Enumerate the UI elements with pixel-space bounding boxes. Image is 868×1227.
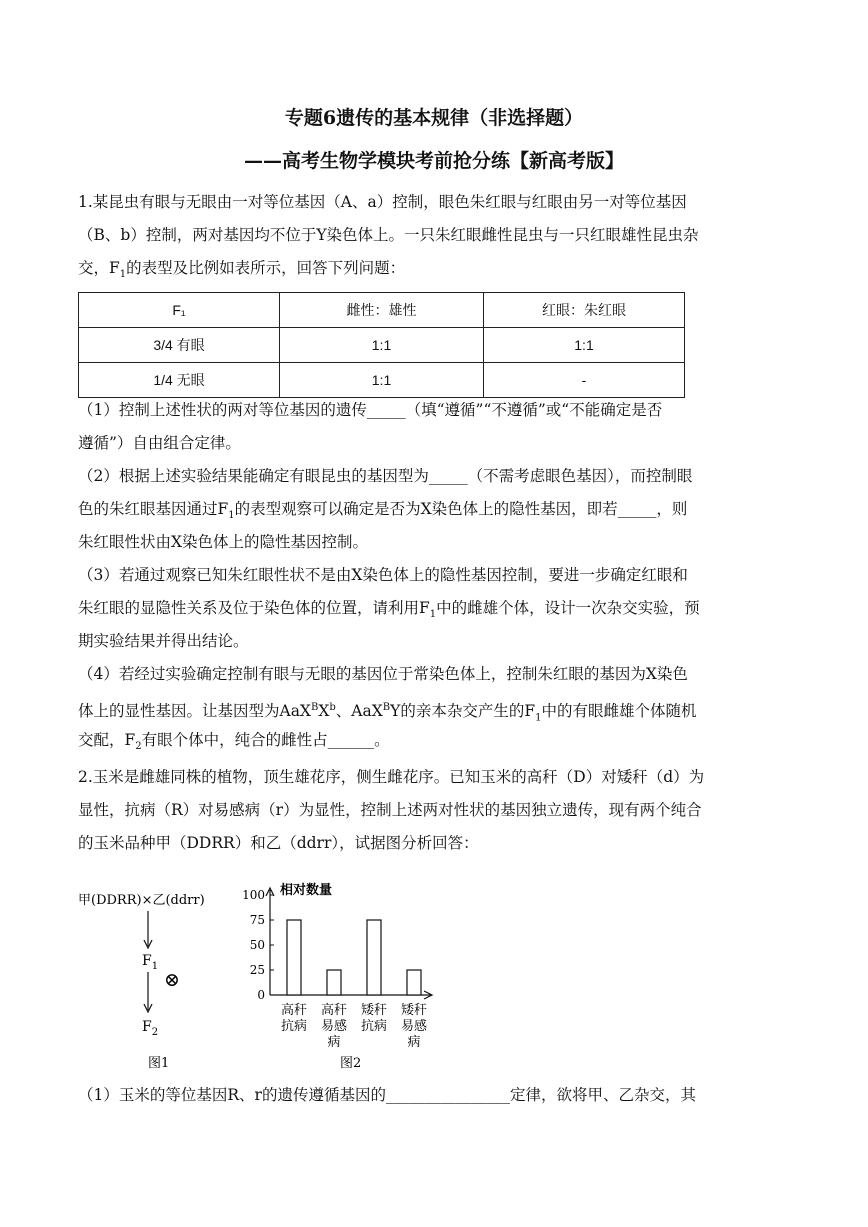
figure-1-caption: 图1 <box>148 1056 170 1071</box>
q1-s4-text: 、AaX <box>335 702 383 721</box>
document-subtitle: ——高考生物学模块考前抢分练【新高考版】 <box>243 150 624 172</box>
bar <box>327 970 341 995</box>
q1-s4-text: 有眼个体中，纯合的雌性占______。 <box>141 731 390 749</box>
q1-s3-line-2-a: 朱红眼的显隐性关系及位于染色体的位置，请利用F <box>78 599 430 617</box>
x-tick-label: 病 <box>407 1035 421 1050</box>
cross-label: 甲(DDRR)×乙(ddrr) <box>78 893 205 908</box>
q1-s4-text: 中的有眼雌雄个体随机 <box>541 702 697 721</box>
self-cross-symbol: ⊗ <box>164 969 180 991</box>
q1-s3-sub: 1 <box>429 609 437 621</box>
f1-label <box>142 953 158 972</box>
q1-s3-line-2-b: 中的雌雄个体，设计一次杂交实验，预 <box>436 599 700 617</box>
y-tick-label: 0 <box>257 988 265 1002</box>
x-tick-label: 矮秆 <box>400 1003 428 1018</box>
document-title: 专题6遗传的基本规律（非选择题） <box>284 107 584 129</box>
table-header-cell: 雌性：雄性 <box>280 293 484 328</box>
q1-s4-line-2 <box>78 691 790 724</box>
q1-s4-line-1: （4）若经过实验确定控制有眼与无眼的基因位于常染色体上，控制朱红眼的基因为X染色 <box>78 665 688 683</box>
q1-s4-sup: B <box>382 702 391 713</box>
q1-s1-line-2: 遵循”）自由组合定律。 <box>78 434 241 452</box>
x-tick-label: 抗病 <box>280 1019 308 1034</box>
q1-s4-text: 交配，F <box>78 731 136 749</box>
question-2-intro <box>78 761 790 860</box>
x-tick-label: 病 <box>327 1035 341 1050</box>
q1-s3-line-2 <box>78 592 790 625</box>
x-tick-label: 抗病 <box>360 1019 388 1034</box>
y-axis-label: 相对数量 <box>280 883 333 898</box>
q1-s4-sup: b <box>329 702 336 713</box>
q1-line-3 <box>78 252 790 285</box>
q1-s3-line-3: 期实验结果并得出结论。 <box>78 632 249 650</box>
question-1-intro <box>78 186 790 285</box>
q1-line-2: （B、b）控制，两对基因均不位于Y染色体上。一只朱红眼雌性昆虫与一只红眼雄性昆虫杂 <box>78 226 699 244</box>
q1-subquestions <box>78 394 790 757</box>
q2-line-1: 2.玉米是雌雄同株的植物，顶生雄花序，侧生雌花序。已知玉米的高秆（D）对矮秆（d）为 <box>78 768 705 786</box>
q2-s1-line: （1）玉米的等位基因R、r的遗传遵循基因的________________定律，欲将甲、乙杂交，其 <box>78 1086 696 1104</box>
q1-s4-text: X <box>318 702 330 721</box>
table-header-cell: 红眼：朱红眼 <box>484 293 685 328</box>
q1-line-3-b: 的表型及比例如表所示，回答下列问题： <box>126 259 406 277</box>
y-tick-label: 75 <box>249 913 265 927</box>
figure-2-bar-chart <box>242 882 432 1071</box>
table-header-cell: F₁ <box>79 293 280 328</box>
q1-s4-sup: B <box>310 702 319 713</box>
table-cell: 1:1 <box>280 328 484 363</box>
q2-line-3: 的玉米品种甲（DDRR）和乙（ddrr），试据图分析回答： <box>78 834 479 852</box>
x-tick-label: 矮秆 <box>360 1003 388 1018</box>
q1-s2-line-3: 朱红眼性状由X染色体上的隐性基因控制。 <box>78 533 369 551</box>
y-tick-label: 25 <box>249 963 265 977</box>
f2-label <box>142 1019 158 1038</box>
table-cell: 1:1 <box>280 363 484 398</box>
q1-s4-sub: 1 <box>535 712 542 724</box>
table-cell: 1:1 <box>484 328 685 363</box>
table-cell: - <box>484 363 685 398</box>
figure-1-cross-diagram <box>78 893 205 1071</box>
q1-s2-sub: 1 <box>228 510 235 522</box>
figure-2-caption: 图2 <box>340 1056 362 1071</box>
y-tick-label: 100 <box>242 888 265 902</box>
f1-text: F <box>142 953 152 969</box>
table-cell: 3/4 有眼 <box>79 328 280 363</box>
x-tick-label: 高秆 <box>320 1003 348 1018</box>
q1-s2-line-2 <box>78 493 790 526</box>
table-row <box>79 328 685 363</box>
q2-subquestion-1 <box>78 1079 790 1112</box>
q1-s4-text: 体上的显性基因。让基因型为AaX <box>78 702 311 721</box>
table-row <box>79 363 685 398</box>
q1-s4-sub: 2 <box>135 741 142 753</box>
q2-line-2: 显性，抗病（R）对易感病（r）为显性，控制上述两对性状的基因独立遗传，现有两个纯合 <box>78 801 702 819</box>
q1-s4-text: Y的亲本杂交产生的F <box>390 702 536 721</box>
q1-s1-line-1: （1）控制上述性状的两对等位基因的遗传_____（填“遵循”“不遵循”或“不能确定是否 <box>78 401 663 419</box>
f2-text: F <box>142 1019 152 1035</box>
y-tick-label: 50 <box>249 938 265 952</box>
q1-line-3-a: 交，F <box>78 259 120 277</box>
f1-phenotype-table <box>78 292 685 398</box>
q1-s4-line-3 <box>78 724 790 757</box>
table-header-row <box>79 293 685 328</box>
bar <box>367 920 381 995</box>
q1-line-1: 1.某昆虫有眼与无眼由一对等位基因（A、a）控制，眼色朱红眼与红眼由另一对等位基因 <box>78 193 687 211</box>
x-tick-label: 易感 <box>320 1019 348 1034</box>
f2-sub: 2 <box>151 1027 159 1038</box>
q1-line-3-sub: 1 <box>119 269 127 281</box>
q1-s2-line-2-a: 色的朱红眼基因通过F <box>78 500 229 518</box>
q1-s2-line-1: （2）根据上述实验结果能确定有眼昆虫的基因型为_____（不需考虑眼色基因），而控制眼 <box>78 467 693 485</box>
table-cell: 1/4 无眼 <box>79 363 280 398</box>
x-tick-label: 易感 <box>400 1019 428 1034</box>
q1-s2-line-2-b: 的表型观察可以确定是否为X染色体上的隐性基因，即若_____，则 <box>234 500 688 518</box>
q1-s3-line-1: （3）若通过观察已知朱红眼性状不是由X染色体上的隐性基因控制，要进一步确定红眼和 <box>78 566 688 584</box>
bar <box>287 920 301 995</box>
bar <box>407 970 421 995</box>
figure-area <box>78 876 448 1076</box>
f1-sub: 1 <box>151 961 159 972</box>
x-tick-label: 高秆 <box>280 1003 308 1018</box>
